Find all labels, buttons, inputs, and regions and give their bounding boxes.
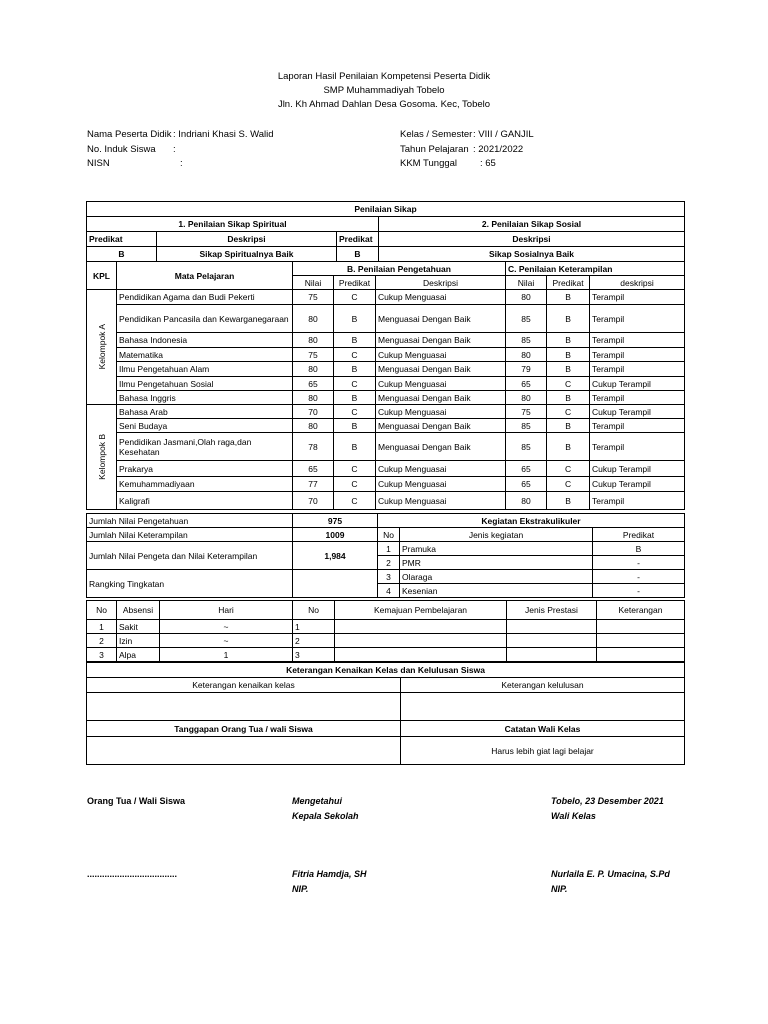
absensi-table xyxy=(86,600,685,662)
pengetahuan-nilai: 70 xyxy=(293,492,334,510)
keterampilan-predikat: B xyxy=(547,433,590,461)
pengetahuan-deskripsi: Cukup Menguasai xyxy=(376,492,506,510)
keterampilan-nilai: 80 xyxy=(506,492,547,510)
pengetahuan-nilai: 78 xyxy=(293,433,334,461)
keterampilan-deskripsi: Terampil xyxy=(590,333,685,348)
keterampilan-predikat: C xyxy=(547,461,590,477)
kelulusan-label: Keterangan kelulusan xyxy=(401,678,685,693)
pengetahuan-deskripsi: Cukup Menguasai xyxy=(376,405,506,419)
kelompok-b-label xyxy=(87,405,117,510)
sosial-predikat: B xyxy=(337,247,379,262)
kemajuan-cell xyxy=(335,620,507,634)
ekskul-no: 2 xyxy=(378,556,400,570)
keterampilan-deskripsi: Terampil xyxy=(590,290,685,305)
keterampilan-nilai: 65 xyxy=(506,461,547,477)
absensi-name: Sakit xyxy=(117,620,160,634)
keterampilan-deskripsi: Cukup Terampil xyxy=(590,477,685,492)
pengetahuan-predikat: C xyxy=(334,461,376,477)
keterampilan-predikat: B xyxy=(547,305,590,333)
ekskul-no: 4 xyxy=(378,584,400,598)
keterampilan-deskripsi: Cukup Terampil xyxy=(590,461,685,477)
pengetahuan-predikat: B xyxy=(334,305,376,333)
absensi-name: Alpa xyxy=(117,648,160,662)
ekskul-title: Kegiatan Ekstrakulikuler xyxy=(378,514,685,528)
spiritual-desc: Sikap Spiritualnya Baik xyxy=(157,247,337,262)
keterampilan-nilai: 75 xyxy=(506,405,547,419)
subject-name: Bahasa Arab xyxy=(117,405,293,419)
kelompok-text: Kelompok B xyxy=(96,434,107,480)
ekskul-no: 1 xyxy=(378,542,400,556)
kemajuan-header: Kemajuan Pembelajaran xyxy=(335,601,507,620)
grade-row xyxy=(87,305,685,333)
student-name-label: Nama Peserta Didik xyxy=(87,129,172,140)
pengetahuan-nilai: 75 xyxy=(293,290,334,305)
predikat2-header: Predikat xyxy=(547,276,590,290)
grade-row xyxy=(87,333,685,348)
keterampilan-deskripsi: Terampil xyxy=(590,492,685,510)
pengetahuan-deskripsi: Cukup Menguasai xyxy=(376,377,506,391)
nisn-label: NISN xyxy=(87,158,110,169)
grade-row xyxy=(87,492,685,510)
signature-date: Tobelo, 23 Desember 2021 xyxy=(551,796,664,806)
sosial-desc: Sikap Sosialnya Baik xyxy=(379,247,685,262)
keterangan-cell xyxy=(597,634,685,648)
pengetahuan-deskripsi: Menguasai Dengan Baik xyxy=(376,433,506,461)
nilai-header: Nilai xyxy=(293,276,334,290)
ekskul-predikat: B xyxy=(593,542,685,556)
keterampilan-header: C. Penilaian Keterampilan xyxy=(506,262,685,276)
jumlah-total-value: 1,984 xyxy=(293,542,378,570)
kkm-value: : 65 xyxy=(480,158,496,169)
ekskul-no-header: No xyxy=(378,528,400,542)
kemajuan-no: 2 xyxy=(293,634,335,648)
kkm-label: KKM Tunggal xyxy=(400,158,458,169)
pengetahuan-predikat: C xyxy=(334,290,376,305)
keterampilan-predikat: B xyxy=(547,492,590,510)
school-name: SMP Muhammadiyah Tobelo xyxy=(323,85,445,96)
hari-header: Hari xyxy=(160,601,293,620)
keterampilan-nilai: 85 xyxy=(506,333,547,348)
sosial-title: 2. Penilaian Sikap Sosial xyxy=(379,217,685,232)
ortu-signature-block xyxy=(87,794,185,809)
keterampilan-deskripsi: Terampil xyxy=(590,433,685,461)
kepala-name: Fitria Hamdja, SH xyxy=(292,869,367,879)
tahun-value: : 2021/2022 xyxy=(473,143,524,155)
summary-table xyxy=(86,513,685,598)
grade-row xyxy=(87,405,685,419)
ekskul-no: 3 xyxy=(378,570,400,584)
keterampilan-nilai: 85 xyxy=(506,433,547,461)
kepala-name-block xyxy=(292,867,367,897)
keterampilan-deskripsi: Terampil xyxy=(590,348,685,362)
pengetahuan-nilai: 80 xyxy=(293,419,334,433)
ekskul-name: Pramuka xyxy=(400,542,593,556)
keterampilan-predikat: B xyxy=(547,391,590,405)
catatan-wali-label: Catatan Wali Kelas xyxy=(401,721,685,737)
subject-name: Bahasa Inggris xyxy=(117,391,293,405)
jumlah-total-label: Jumlah Nilai Pengeta dan Nilai Keterampilan xyxy=(87,542,293,570)
grade-row xyxy=(87,348,685,362)
pengetahuan-predikat: C xyxy=(334,377,376,391)
keterampilan-deskripsi: Terampil xyxy=(590,362,685,377)
pengetahuan-header: B. Penilaian Pengetahuan xyxy=(293,262,506,276)
keterampilan-deskripsi: Terampil xyxy=(590,305,685,333)
keterampilan-predikat: C xyxy=(547,405,590,419)
absensi-no: 3 xyxy=(87,648,117,662)
kenaikan-kelas-value xyxy=(87,693,401,721)
nilai2-header: Nilai xyxy=(506,276,547,290)
subject-name: Pendidikan Jasmani,Olah raga,dan Kesehatan xyxy=(117,433,293,461)
ortu-signature-line xyxy=(87,867,177,882)
mapel-header: Mata Pelajaran xyxy=(117,262,293,290)
nisn-value: : xyxy=(180,158,183,169)
kemajuan-no-header: No xyxy=(293,601,335,620)
jumlah-pengetahuan-label: Jumlah Nilai Pengetahuan xyxy=(87,514,293,528)
pengetahuan-nilai: 80 xyxy=(293,362,334,377)
keterangan-header: Keterangan xyxy=(597,601,685,620)
jumlah-pengetahuan-value: 975 xyxy=(293,514,378,528)
induk-label: No. Induk Siswa xyxy=(87,143,156,155)
school-address: Jln. Kh Ahmad Dahlan Desa Gosoma. Kec, Tobelo xyxy=(277,99,491,110)
kepala-label: Kepala Sekolah xyxy=(292,811,359,821)
prestasi-cell xyxy=(507,648,597,662)
jumlah-keterampilan-value: 1009 xyxy=(293,528,378,542)
subject-name: Bahasa Indonesia xyxy=(117,333,293,348)
keterampilan-predikat: B xyxy=(547,419,590,433)
prestasi-header: Jenis Prestasi xyxy=(507,601,597,620)
wali-name-block xyxy=(551,867,670,897)
spiritual-deskripsi-header: Deskripsi xyxy=(157,232,337,247)
subject-name: Kemuhammadiyaan xyxy=(117,477,293,492)
tahun-label: Tahun Pelajaran xyxy=(400,143,469,155)
prestasi-cell xyxy=(507,634,597,648)
kelas-label: Kelas / Semester xyxy=(400,129,473,140)
kemajuan-cell xyxy=(335,648,507,662)
kelompok-a-label xyxy=(87,290,117,405)
subject-name: Seni Budaya xyxy=(117,419,293,433)
absensi-no-header: No xyxy=(87,601,117,620)
kelas-value: : VIII / GANJIL xyxy=(473,129,534,140)
pengetahuan-nilai: 65 xyxy=(293,461,334,477)
pengetahuan-deskripsi: Menguasai Dengan Baik xyxy=(376,362,506,377)
keterampilan-predikat: B xyxy=(547,290,590,305)
keterangan-cell xyxy=(597,648,685,662)
ekskul-name: PMR xyxy=(400,556,593,570)
ekskul-name: Kesenian xyxy=(400,584,593,598)
absensi-hari: ~ xyxy=(160,634,293,648)
sikap-table xyxy=(86,201,685,262)
kpl-header: KPL xyxy=(87,262,117,290)
class-info xyxy=(400,128,534,172)
pengetahuan-nilai: 80 xyxy=(293,305,334,333)
pengetahuan-predikat: B xyxy=(334,362,376,377)
rangking-value xyxy=(293,570,378,598)
keterampilan-nilai: 80 xyxy=(506,391,547,405)
sosial-deskripsi-header: Deskripsi xyxy=(379,232,685,247)
wali-name: Nurlaila E. P. Umacina, S.Pd xyxy=(551,869,670,879)
kenaikan-title: Keterangan Kenaikan Kelas dan Kelulusan Siswa xyxy=(87,663,685,678)
subject-name: Pendidikan Pancasila dan Kewarganegaraan xyxy=(117,305,293,333)
report-header xyxy=(0,70,768,112)
kemajuan-no: 1 xyxy=(293,620,335,634)
wali-signature-block xyxy=(551,794,664,824)
kemajuan-no: 3 xyxy=(293,648,335,662)
keterangan-cell xyxy=(597,620,685,634)
pengetahuan-nilai: 70 xyxy=(293,405,334,419)
keterampilan-predikat: B xyxy=(547,333,590,348)
wali-label: Wali Kelas xyxy=(551,811,596,821)
catatan-wali-value: Harus lebih giat lagi belajar xyxy=(401,737,685,765)
ortu-dots: .................................... xyxy=(87,869,178,879)
prestasi-cell xyxy=(507,620,597,634)
rangking-label: Rangking Tingkatan xyxy=(87,570,293,598)
kelompok-text: Kelompok A xyxy=(96,324,107,370)
pengetahuan-deskripsi: Cukup Menguasai xyxy=(376,477,506,492)
keterampilan-nilai: 80 xyxy=(506,290,547,305)
sikap-title: Penilaian Sikap xyxy=(87,202,685,217)
subject-name: Pendidikan Agama dan Budi Pekerti xyxy=(117,290,293,305)
pengetahuan-deskripsi: Menguasai Dengan Baik xyxy=(376,333,506,348)
pengetahuan-nilai: 80 xyxy=(293,333,334,348)
deskripsi2-header: deskripsi xyxy=(590,276,685,290)
keterampilan-nilai: 85 xyxy=(506,419,547,433)
absensi-name: Izin xyxy=(117,634,160,648)
tanggapan-ortu-label: Tanggapan Orang Tua / wali Siswa xyxy=(87,721,401,737)
ekskul-name: Olaraga xyxy=(400,570,593,584)
spiritual-predikat: B xyxy=(87,247,157,262)
induk-value: : xyxy=(173,143,176,155)
absensi-no: 1 xyxy=(87,620,117,634)
kenaikan-kelas-label: Keterangan kenaikan kelas xyxy=(87,678,401,693)
predikat-header: Predikat xyxy=(334,276,376,290)
grade-row xyxy=(87,419,685,433)
student-name-value: : Indriani Khasi S. Walid xyxy=(173,129,274,140)
pengetahuan-predikat: B xyxy=(334,419,376,433)
group-b-rows xyxy=(87,405,685,510)
absensi-hari: 1 xyxy=(160,648,293,662)
spiritual-title: 1. Penilaian Sikap Spiritual xyxy=(87,217,379,232)
keterampilan-nilai: 65 xyxy=(506,477,547,492)
keterampilan-nilai: 79 xyxy=(506,362,547,377)
pengetahuan-deskripsi: Cukup Menguasai xyxy=(376,290,506,305)
pengetahuan-nilai: 65 xyxy=(293,377,334,391)
ekskul-predikat: - xyxy=(593,570,685,584)
ortu-label: Orang Tua / Wali Siswa xyxy=(87,796,186,806)
absensi-header: Absensi xyxy=(117,601,160,620)
keterampilan-predikat: C xyxy=(547,477,590,492)
pengetahuan-deskripsi: Cukup Menguasai xyxy=(376,461,506,477)
keterampilan-nilai: 65 xyxy=(506,377,547,391)
ekskul-predikat-header: Predikat xyxy=(593,528,685,542)
grade-row xyxy=(87,377,685,391)
grade-row xyxy=(87,433,685,461)
subject-name: Ilmu Pengetahuan Alam xyxy=(117,362,293,377)
pengetahuan-deskripsi: Menguasai Dengan Baik xyxy=(376,391,506,405)
pengetahuan-deskripsi: Menguasai Dengan Baik xyxy=(376,305,506,333)
jumlah-keterampilan-label: Jumlah Nilai Keterampilan xyxy=(87,528,293,542)
subject-name: Ilmu Pengetahuan Sosial xyxy=(117,377,293,391)
keterampilan-deskripsi: Terampil xyxy=(590,419,685,433)
report-title: Laporan Hasil Penilaian Kompetensi Peserta Didik xyxy=(277,71,491,82)
kepala-signature-block xyxy=(292,794,359,824)
group-a-rows xyxy=(87,290,685,405)
pengetahuan-predikat: C xyxy=(334,348,376,362)
wali-nip: NIP. xyxy=(551,884,568,894)
pengetahuan-nilai: 77 xyxy=(293,477,334,492)
pengetahuan-predikat: C xyxy=(334,405,376,419)
ekskul-predikat: - xyxy=(593,556,685,570)
kenaikan-table xyxy=(86,662,685,765)
keterampilan-nilai: 85 xyxy=(506,305,547,333)
kelulusan-value xyxy=(401,693,685,721)
subject-name: Matematika xyxy=(117,348,293,362)
pengetahuan-predikat: B xyxy=(334,433,376,461)
pengetahuan-predikat: C xyxy=(334,477,376,492)
grade-row xyxy=(87,461,685,477)
grade-row xyxy=(87,477,685,492)
grade-row xyxy=(87,391,685,405)
keterampilan-deskripsi: Cukup Terampil xyxy=(590,377,685,391)
grade-row xyxy=(87,290,685,305)
mengetahui-label: Mengetahui xyxy=(292,796,343,806)
pengetahuan-nilai: 80 xyxy=(293,391,334,405)
absensi-hari: ~ xyxy=(160,620,293,634)
absensi-no: 2 xyxy=(87,634,117,648)
tanggapan-ortu-value xyxy=(87,737,401,765)
keterampilan-deskripsi: Cukup Terampil xyxy=(590,405,685,419)
pengetahuan-nilai: 75 xyxy=(293,348,334,362)
grades-table xyxy=(86,261,685,510)
pengetahuan-deskripsi: Menguasai Dengan Baik xyxy=(376,419,506,433)
spiritual-predikat-header: Predikat xyxy=(87,232,157,247)
keterampilan-deskripsi: Terampil xyxy=(590,391,685,405)
keterampilan-predikat: B xyxy=(547,362,590,377)
pengetahuan-predikat: C xyxy=(334,492,376,510)
kemajuan-cell xyxy=(335,634,507,648)
sosial-predikat-header: Predikat xyxy=(337,232,379,247)
pengetahuan-deskripsi: Cukup Menguasai xyxy=(376,348,506,362)
ekskul-predikat: - xyxy=(593,584,685,598)
student-info xyxy=(87,128,274,172)
ekskul-jenis-header: Jenis kegiatan xyxy=(400,528,593,542)
pengetahuan-predikat: B xyxy=(334,333,376,348)
keterampilan-predikat: B xyxy=(547,348,590,362)
pengetahuan-predikat: B xyxy=(334,391,376,405)
grade-row xyxy=(87,362,685,377)
subject-name: Kaligrafi xyxy=(117,492,293,510)
kepala-nip: NIP. xyxy=(292,884,309,894)
subject-name: Prakarya xyxy=(117,461,293,477)
keterampilan-predikat: C xyxy=(547,377,590,391)
deskripsi-header: Deskripsi xyxy=(376,276,506,290)
keterampilan-nilai: 80 xyxy=(506,348,547,362)
